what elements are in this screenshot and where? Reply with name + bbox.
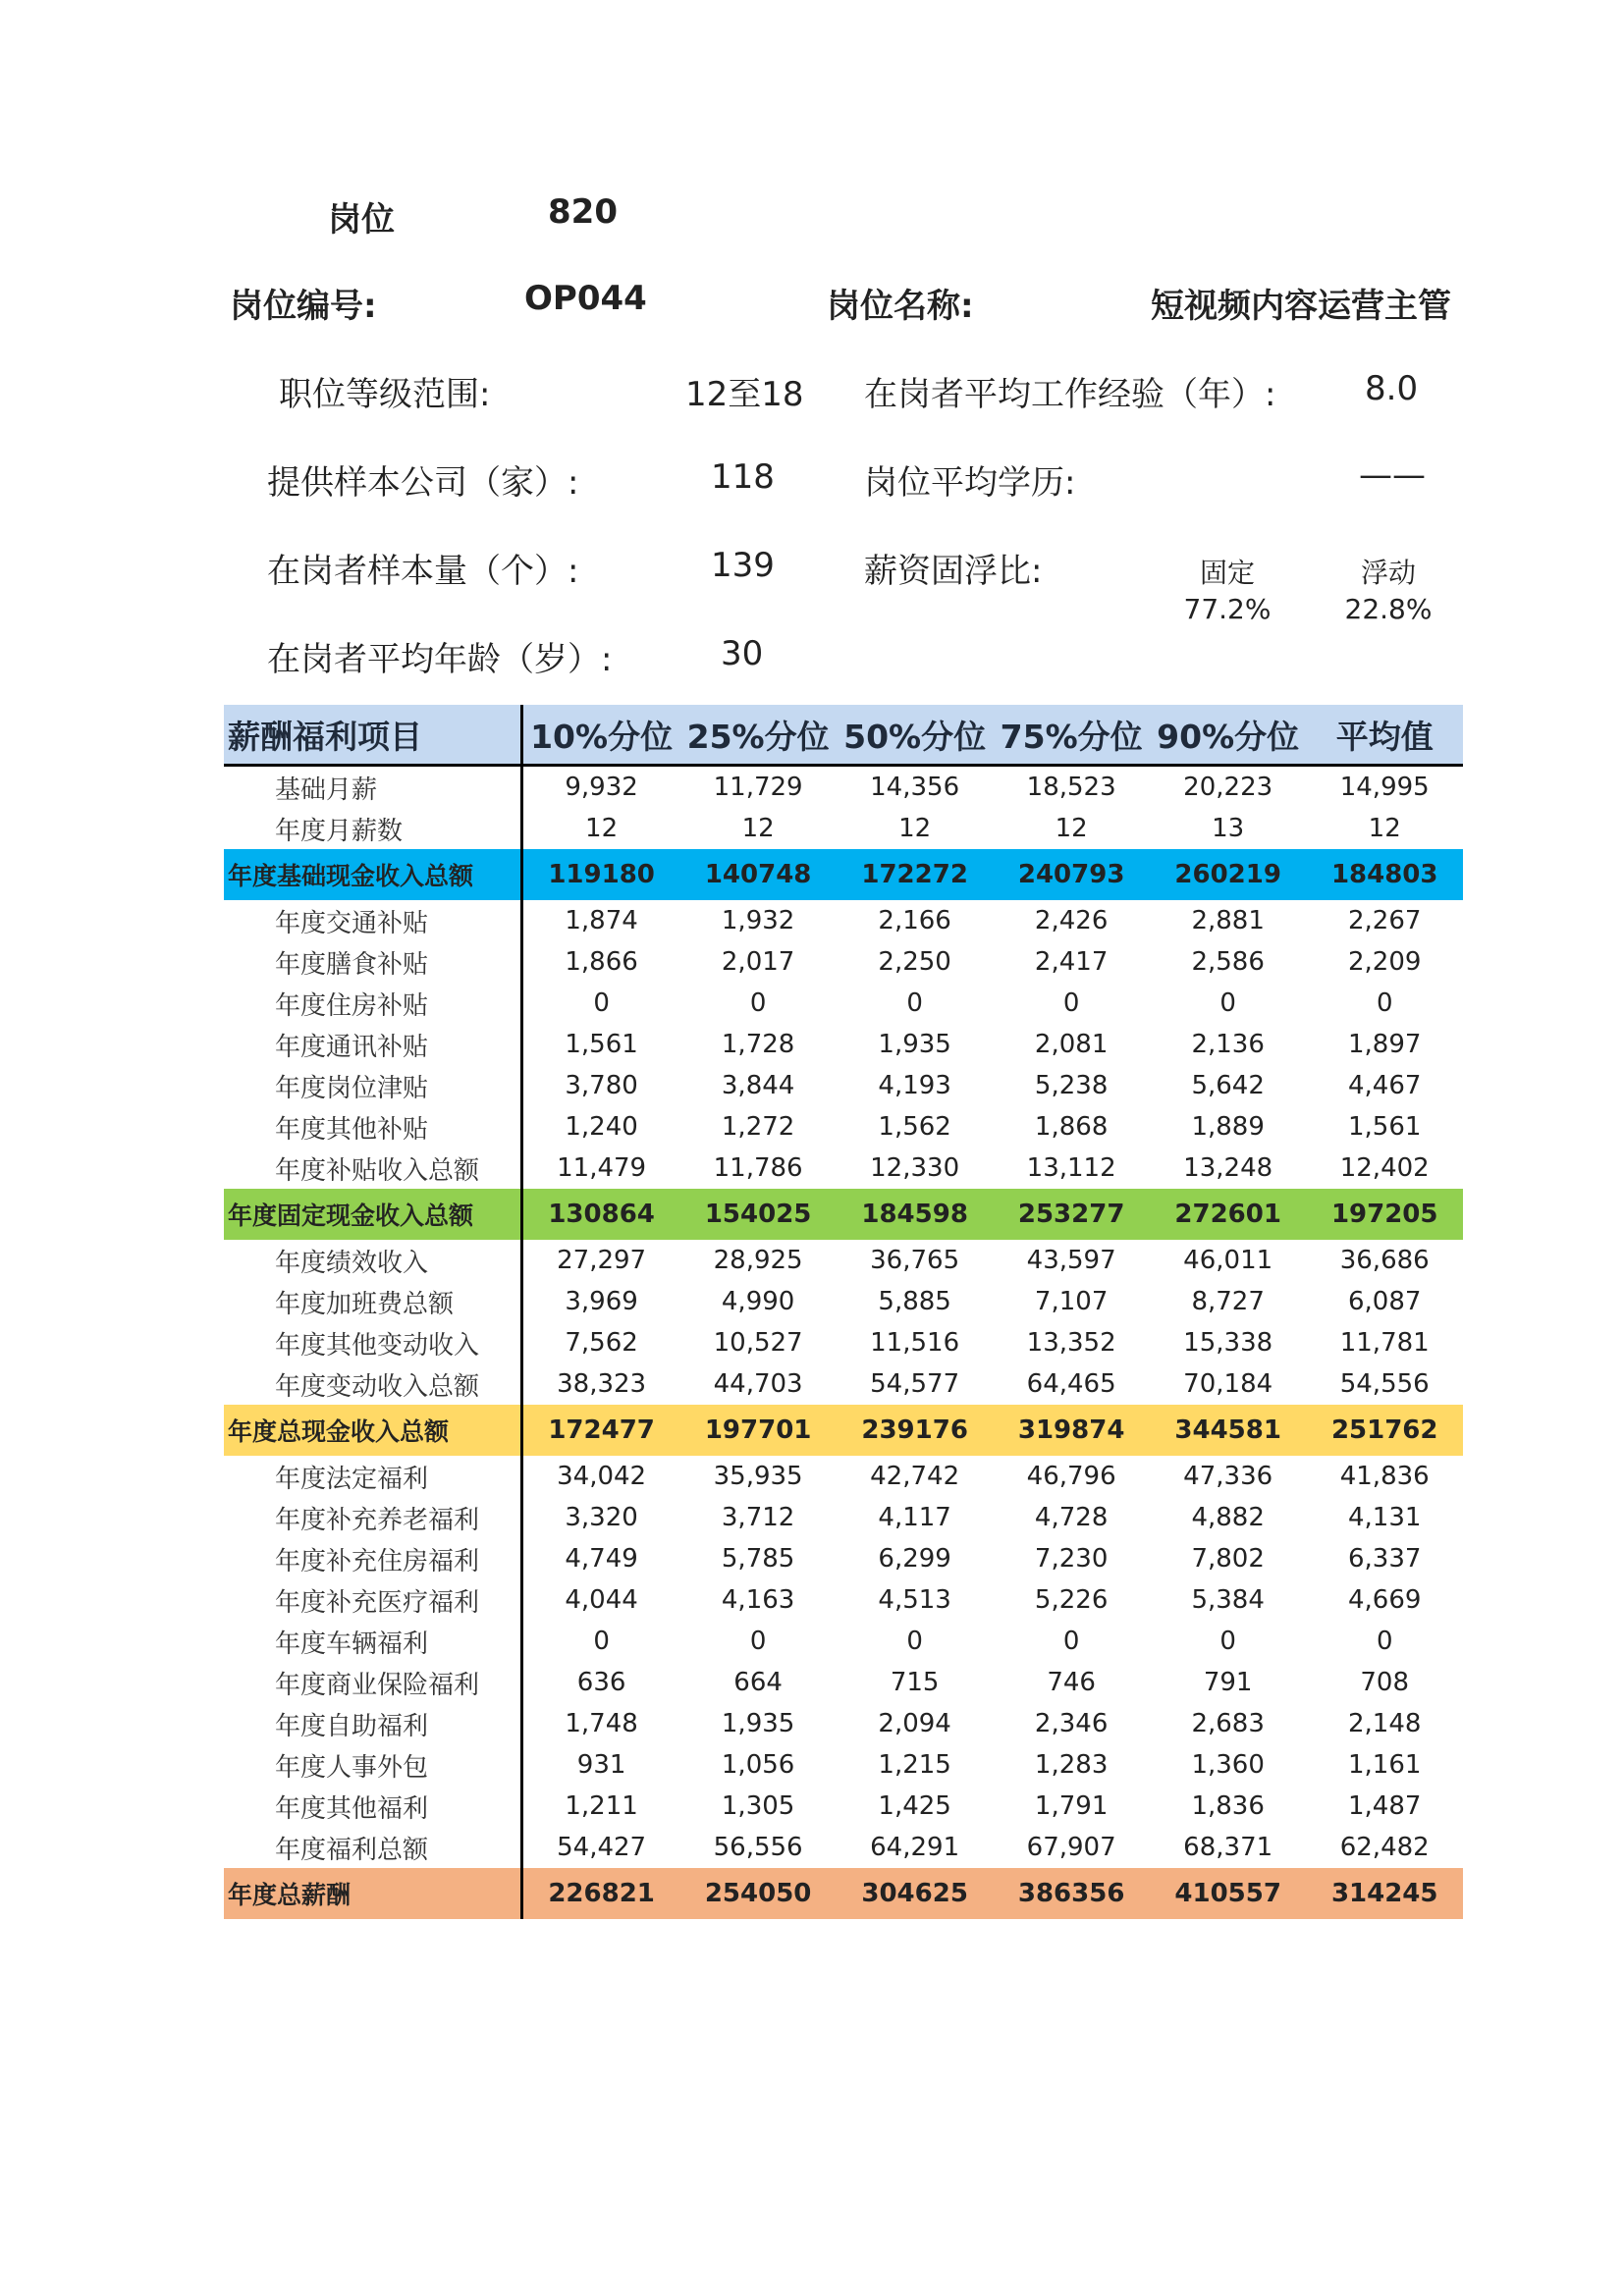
column-header-p90: 90%分位 [1150, 705, 1307, 766]
cell-average: 1,487 [1347, 1791, 1422, 1821]
table-row [224, 1538, 1463, 1579]
row-label: 年度固定现金收入总额 [224, 1189, 521, 1240]
education-value: —— [1359, 455, 1426, 495]
samples-value: 139 [711, 546, 775, 585]
cell-p50: 239176 [861, 1415, 968, 1445]
cell-average: 1,161 [1347, 1750, 1422, 1780]
cell-p75: 46,796 [1026, 1462, 1116, 1491]
ratio-label: 薪资固浮比: [864, 552, 1043, 591]
cell-average: 14,995 [1339, 773, 1430, 802]
cell-p50: 36,765 [870, 1246, 960, 1275]
cell-p90: 7,802 [1191, 1544, 1265, 1574]
cell-p75: 386356 [1017, 1879, 1125, 1908]
cell-p25: 154025 [704, 1200, 812, 1229]
post-label: 岗位 [328, 200, 395, 240]
table-row [224, 1579, 1463, 1621]
cell-p75: 4,728 [1034, 1503, 1109, 1532]
cell-p50: 172272 [861, 860, 968, 889]
cell-p90: 1,836 [1191, 1791, 1265, 1821]
cell-p90: 47,336 [1183, 1462, 1273, 1491]
cell-p75: 64,465 [1026, 1369, 1116, 1399]
row-label: 年度商业保险福利 [224, 1662, 521, 1703]
cell-p90: 0 [1219, 988, 1236, 1018]
cell-p90: 68,371 [1183, 1833, 1273, 1862]
cell-p25: 197701 [704, 1415, 812, 1445]
cell-p75: 319874 [1017, 1415, 1125, 1445]
row-label: 年度补充养老福利 [224, 1497, 521, 1538]
cell-p75: 7,107 [1034, 1287, 1109, 1316]
row-label: 年度福利总额 [224, 1827, 521, 1868]
row-label: 年度加班费总额 [224, 1281, 521, 1322]
table-row [224, 1281, 1463, 1322]
cell-p10: 12 [585, 814, 619, 843]
cell-average: 314245 [1330, 1879, 1438, 1908]
cell-p10: 38,323 [557, 1369, 647, 1399]
cell-p90: 2,136 [1191, 1030, 1265, 1059]
cell-p50: 42,742 [870, 1462, 960, 1491]
table-row [224, 1106, 1463, 1148]
cell-p25: 1,305 [721, 1791, 795, 1821]
column-header-p75: 75%分位 [993, 705, 1150, 766]
table-row [224, 900, 1463, 941]
cell-p75: 0 [1062, 1627, 1080, 1656]
cell-p50: 715 [890, 1668, 940, 1697]
table-row [224, 1827, 1463, 1868]
cell-p10: 1,874 [565, 906, 638, 935]
row-label: 年度变动收入总额 [224, 1363, 521, 1405]
table-row [224, 1786, 1463, 1827]
cell-p90: 272601 [1174, 1200, 1281, 1229]
grade-label: 职位等级范围: [279, 375, 491, 414]
cell-p25: 1,272 [721, 1112, 795, 1142]
companies-value: 118 [711, 457, 775, 497]
cell-p10: 34,042 [557, 1462, 647, 1491]
cell-p90: 260219 [1174, 860, 1281, 889]
cell-p25: 4,163 [721, 1585, 795, 1615]
row-label: 年度膳食补贴 [224, 941, 521, 983]
column-header-p10: 10%分位 [521, 705, 679, 766]
table-row [224, 808, 1463, 849]
cell-p25: 12 [741, 814, 775, 843]
cell-p10: 54,427 [557, 1833, 647, 1862]
cell-p50: 304625 [861, 1879, 968, 1908]
cell-p75: 5,238 [1034, 1071, 1109, 1100]
cell-p10: 3,780 [565, 1071, 638, 1100]
experience-label: 在岗者平均工作经验（年）: [864, 375, 1276, 414]
table-row [224, 1148, 1463, 1189]
table-row [224, 1363, 1463, 1405]
cell-p25: 1,728 [721, 1030, 795, 1059]
cell-p25: 254050 [704, 1879, 812, 1908]
cell-p50: 11,516 [870, 1328, 960, 1358]
cell-p75: 0 [1062, 988, 1080, 1018]
cell-p90: 791 [1203, 1668, 1253, 1697]
cell-p10: 0 [593, 988, 610, 1018]
cell-p75: 2,081 [1034, 1030, 1109, 1059]
cell-p50: 6,299 [878, 1544, 951, 1574]
cell-p75: 7,230 [1034, 1544, 1109, 1574]
cell-average: 36,686 [1339, 1246, 1430, 1275]
row-label: 年度住房补贴 [224, 983, 521, 1024]
cell-average: 6,087 [1347, 1287, 1422, 1316]
cell-p50: 12,330 [870, 1153, 960, 1183]
table-row [224, 1065, 1463, 1106]
cell-p75: 1,283 [1034, 1750, 1109, 1780]
row-label: 年度交通补贴 [224, 900, 521, 941]
salary-table [224, 705, 1463, 1919]
cell-p10: 9,932 [565, 773, 638, 802]
cell-p25: 5,785 [721, 1544, 795, 1574]
cell-p50: 54,577 [870, 1369, 960, 1399]
cell-average: 41,836 [1339, 1462, 1430, 1491]
cell-p25: 56,556 [713, 1833, 803, 1862]
row-label: 基础月薪 [224, 766, 521, 809]
cell-p50: 2,250 [878, 947, 951, 977]
row-label: 年度总薪酬 [224, 1868, 521, 1919]
table-row [224, 1024, 1463, 1065]
column-header-item: 薪酬福利项目 [224, 705, 521, 766]
cell-p75: 253277 [1017, 1200, 1125, 1229]
row-label: 年度通讯补贴 [224, 1024, 521, 1065]
table-header-row [224, 705, 1463, 766]
cell-p10: 1,561 [565, 1030, 638, 1059]
row-label: 年度其他福利 [224, 1786, 521, 1827]
cell-p10: 172477 [548, 1415, 655, 1445]
cell-p90: 5,384 [1191, 1585, 1265, 1615]
cell-p50: 14,356 [870, 773, 960, 802]
cell-p50: 1,935 [878, 1030, 951, 1059]
cell-p50: 4,513 [878, 1585, 951, 1615]
column-header-p25: 25%分位 [679, 705, 837, 766]
cell-p25: 3,712 [721, 1503, 795, 1532]
experience-value: 8.0 [1365, 369, 1419, 408]
cell-average: 12 [1368, 814, 1401, 843]
cell-average: 0 [1376, 988, 1393, 1018]
cell-average: 184803 [1330, 860, 1438, 889]
cell-p90: 70,184 [1183, 1369, 1273, 1399]
row-label: 年度基础现金收入总额 [224, 849, 521, 900]
cell-p10: 1,748 [565, 1709, 638, 1738]
row-label: 年度岗位津贴 [224, 1065, 521, 1106]
cell-p10: 636 [576, 1668, 626, 1697]
table-row [224, 1322, 1463, 1363]
cell-p10: 3,320 [565, 1503, 638, 1532]
cell-p90: 13,248 [1183, 1153, 1273, 1183]
row-label: 年度绩效收入 [224, 1240, 521, 1281]
cell-p90: 0 [1219, 1627, 1236, 1656]
table-row [224, 941, 1463, 983]
cell-p25: 35,935 [713, 1462, 803, 1491]
table-total-row [224, 1868, 1463, 1919]
cell-p10: 226821 [548, 1879, 655, 1908]
cell-p50: 4,117 [878, 1503, 951, 1532]
cell-average: 4,669 [1347, 1585, 1422, 1615]
cell-p25: 0 [749, 988, 767, 1018]
cell-p75: 12 [1055, 814, 1088, 843]
cell-p50: 0 [906, 1627, 923, 1656]
cell-p25: 28,925 [713, 1246, 803, 1275]
cell-p25: 2,017 [721, 947, 795, 977]
cell-p10: 1,240 [565, 1112, 638, 1142]
cell-p50: 2,166 [878, 906, 951, 935]
table-row [224, 766, 1463, 809]
cell-p25: 1,932 [721, 906, 795, 935]
cell-p90: 8,727 [1191, 1287, 1265, 1316]
age-label: 在岗者平均年龄（岁）: [267, 640, 613, 679]
cell-p25: 4,990 [721, 1287, 795, 1316]
float-value: 22.8% [1344, 593, 1433, 625]
cell-average: 1,897 [1347, 1030, 1422, 1059]
cell-p50: 64,291 [870, 1833, 960, 1862]
cell-p90: 20,223 [1183, 773, 1273, 802]
table-row [224, 1703, 1463, 1744]
cell-average: 11,781 [1339, 1328, 1430, 1358]
cell-p75: 1,791 [1034, 1791, 1109, 1821]
cell-p10: 0 [593, 1627, 610, 1656]
row-label: 年度总现金收入总额 [224, 1405, 521, 1456]
cell-average: 2,209 [1347, 947, 1422, 977]
cell-p10: 119180 [548, 860, 655, 889]
cell-p75: 746 [1047, 1668, 1096, 1697]
cell-p50: 184598 [861, 1200, 968, 1229]
table-body [224, 766, 1463, 1920]
cell-p25: 664 [733, 1668, 783, 1697]
cell-average: 4,467 [1347, 1071, 1422, 1100]
grade-value: 12至18 [685, 375, 804, 414]
cell-p50: 1,562 [878, 1112, 951, 1142]
companies-label: 提供样本公司（家）: [267, 463, 579, 503]
column-header-p50: 50%分位 [837, 705, 994, 766]
cell-p25: 0 [749, 1627, 767, 1656]
cell-average: 2,148 [1347, 1709, 1422, 1738]
cell-p10: 27,297 [557, 1246, 647, 1275]
table-total-row [224, 849, 1463, 900]
samples-label: 在岗者样本量（个）: [267, 552, 579, 591]
column-header-average: 平均值 [1306, 705, 1463, 766]
post-name-label: 岗位名称: [827, 287, 974, 326]
post-name-value: 短视频内容运营主管 [1151, 287, 1451, 326]
age-value: 30 [721, 634, 764, 673]
cell-p90: 1,360 [1191, 1750, 1265, 1780]
cell-average: 251762 [1330, 1415, 1438, 1445]
table-row [224, 1456, 1463, 1497]
row-label: 年度补充医疗福利 [224, 1579, 521, 1621]
cell-p10: 7,562 [565, 1328, 638, 1358]
fixed-value: 77.2% [1183, 593, 1272, 625]
cell-p50: 4,193 [878, 1071, 951, 1100]
row-label: 年度其他补贴 [224, 1106, 521, 1148]
cell-p75: 2,346 [1034, 1709, 1109, 1738]
cell-p75: 240793 [1017, 860, 1125, 889]
cell-average: 197205 [1330, 1200, 1438, 1229]
cell-p90: 2,881 [1191, 906, 1265, 935]
table-row [224, 1240, 1463, 1281]
cell-p90: 410557 [1174, 1879, 1281, 1908]
cell-p90: 13 [1212, 814, 1245, 843]
table-row [224, 1497, 1463, 1538]
table-row [224, 1621, 1463, 1662]
cell-p10: 3,969 [565, 1287, 638, 1316]
cell-p25: 11,729 [713, 773, 803, 802]
cell-average: 12,402 [1339, 1153, 1430, 1183]
cell-p25: 1,935 [721, 1709, 795, 1738]
cell-average: 0 [1376, 1627, 1393, 1656]
cell-p50: 5,885 [878, 1287, 951, 1316]
cell-p75: 5,226 [1034, 1585, 1109, 1615]
cell-average: 1,561 [1347, 1112, 1422, 1142]
cell-p75: 13,112 [1026, 1153, 1116, 1183]
cell-p10: 11,479 [557, 1153, 647, 1183]
cell-p90: 46,011 [1183, 1246, 1273, 1275]
row-label: 年度补贴收入总额 [224, 1148, 521, 1189]
cell-p10: 1,866 [565, 947, 638, 977]
cell-p10: 4,044 [565, 1585, 638, 1615]
cell-p25: 44,703 [713, 1369, 803, 1399]
table-row [224, 1662, 1463, 1703]
cell-average: 54,556 [1339, 1369, 1430, 1399]
table-row [224, 1744, 1463, 1786]
cell-p25: 1,056 [721, 1750, 795, 1780]
cell-p90: 15,338 [1183, 1328, 1273, 1358]
cell-p75: 1,868 [1034, 1112, 1109, 1142]
cell-p90: 5,642 [1191, 1071, 1265, 1100]
cell-p50: 1,425 [878, 1791, 951, 1821]
table-total-row [224, 1189, 1463, 1240]
post-value: 820 [548, 192, 618, 232]
cell-p10: 931 [576, 1750, 626, 1780]
row-label: 年度自助福利 [224, 1703, 521, 1744]
cell-p75: 2,426 [1034, 906, 1109, 935]
cell-p90: 1,889 [1191, 1112, 1265, 1142]
education-label: 岗位平均学历: [864, 463, 1076, 503]
cell-p90: 344581 [1174, 1415, 1281, 1445]
cell-p25: 140748 [704, 860, 812, 889]
row-label: 年度车辆福利 [224, 1621, 521, 1662]
cell-average: 62,482 [1339, 1833, 1430, 1862]
table-total-row [224, 1405, 1463, 1456]
row-label: 年度法定福利 [224, 1456, 521, 1497]
row-label: 年度补充住房福利 [224, 1538, 521, 1579]
cell-p90: 2,683 [1191, 1709, 1265, 1738]
cell-p25: 11,786 [713, 1153, 803, 1183]
cell-average: 4,131 [1347, 1503, 1422, 1532]
cell-average: 2,267 [1347, 906, 1422, 935]
cell-p25: 10,527 [713, 1328, 803, 1358]
cell-p75: 67,907 [1026, 1833, 1116, 1862]
cell-p25: 3,844 [721, 1071, 795, 1100]
row-label: 年度月薪数 [224, 808, 521, 849]
cell-p10: 1,211 [565, 1791, 638, 1821]
cell-p50: 2,094 [878, 1709, 951, 1738]
cell-p75: 43,597 [1026, 1246, 1116, 1275]
cell-p90: 4,882 [1191, 1503, 1265, 1532]
row-label: 年度人事外包 [224, 1744, 521, 1786]
cell-p75: 2,417 [1034, 947, 1109, 977]
cell-average: 6,337 [1347, 1544, 1422, 1574]
cell-p75: 18,523 [1026, 773, 1116, 802]
float-label: 浮动 [1360, 557, 1416, 589]
table-row [224, 983, 1463, 1024]
cell-p10: 4,749 [565, 1544, 638, 1574]
post-code-label: 岗位编号: [230, 287, 377, 326]
cell-p50: 1,215 [878, 1750, 951, 1780]
cell-p90: 2,586 [1191, 947, 1265, 977]
fixed-label: 固定 [1199, 557, 1255, 589]
cell-p50: 0 [906, 988, 923, 1018]
cell-p75: 13,352 [1026, 1328, 1116, 1358]
cell-p10: 130864 [548, 1200, 655, 1229]
cell-p50: 12 [898, 814, 932, 843]
cell-average: 708 [1360, 1668, 1410, 1697]
row-label: 年度其他变动收入 [224, 1322, 521, 1363]
post-code-value: OP044 [524, 279, 647, 318]
